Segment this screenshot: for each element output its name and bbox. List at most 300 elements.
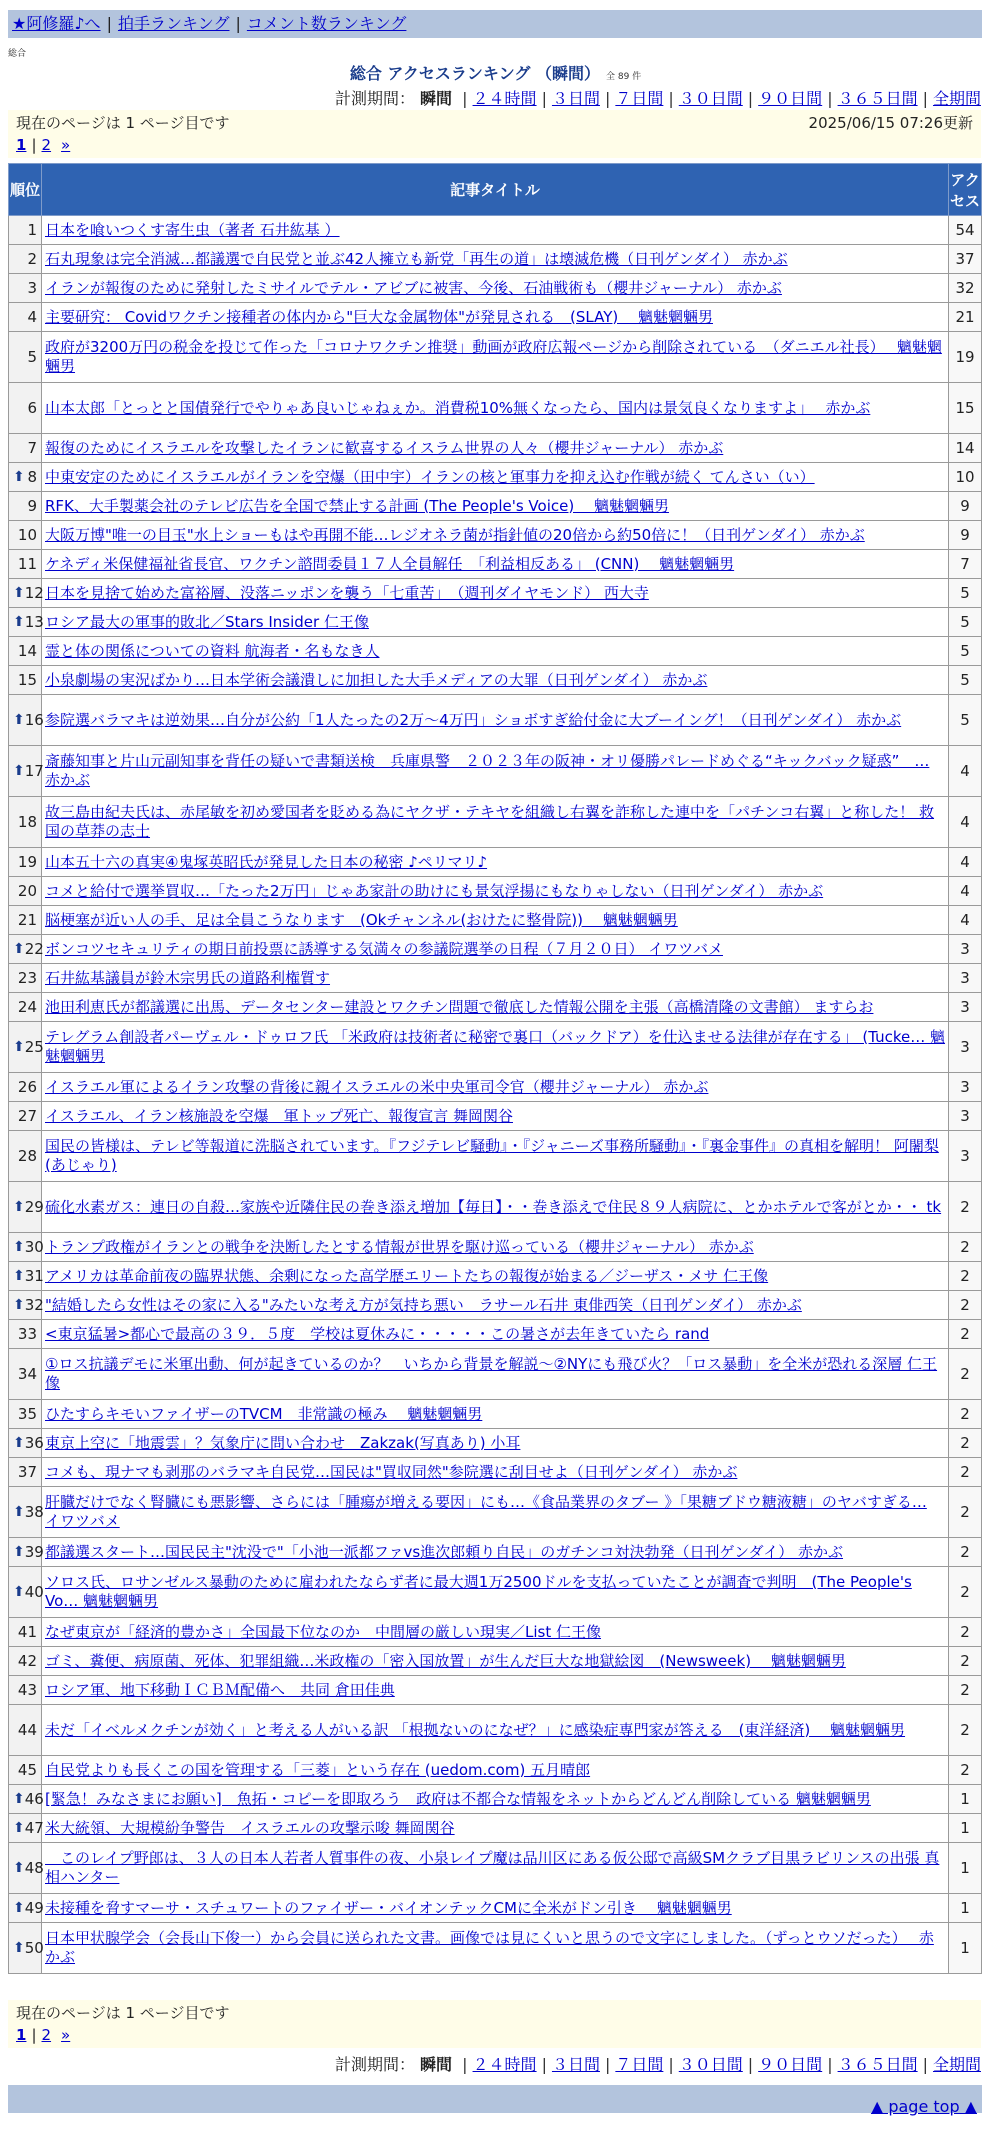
title-cell — [42, 1131, 949, 1182]
table-row — [9, 1567, 982, 1618]
nav-separator: | — [235, 14, 241, 33]
access-count: 2 — [949, 1233, 982, 1262]
article-title-link[interactable]: 石井紘基議員が鈴木宗男氏の道路利権質す — [45, 968, 331, 987]
rank-cell — [9, 1487, 42, 1538]
table-row — [9, 216, 982, 245]
title-cell — [42, 1182, 949, 1233]
title-cell — [42, 906, 949, 935]
rank-number: 37 — [17, 1462, 37, 1481]
access-count: 3 — [949, 993, 982, 1022]
page-1-link[interactable]: 1 — [16, 136, 27, 154]
title-cell — [42, 695, 949, 746]
period-separator: | — [827, 2055, 833, 2074]
table-row — [9, 1618, 982, 1647]
rank-up-arrow-icon: ⬆ — [13, 1859, 25, 1876]
period-link[interactable]: ９０日間 — [758, 2055, 823, 2074]
table-row — [9, 1073, 982, 1102]
title-cell — [42, 666, 949, 695]
rank-cell — [9, 434, 42, 463]
rank-number: 34 — [17, 1364, 37, 1383]
rank-number: 18 — [17, 812, 37, 831]
rank-number: 31 — [24, 1266, 44, 1285]
rank-cell — [9, 492, 42, 521]
page-title — [0, 61, 991, 84]
rank-number: 15 — [17, 670, 37, 689]
title-cell — [42, 303, 949, 332]
article-title-link[interactable]: ボンコツセキュリティの期日前投票に誘導する気満々の参議院選挙の日程（７月２０日） イワツバメ — [45, 939, 723, 958]
title-cell — [42, 550, 949, 579]
table-row — [9, 637, 982, 666]
rank-up-arrow-icon: ⬆ — [13, 1267, 25, 1284]
rank-up-arrow-icon: ⬆ — [13, 1296, 25, 1313]
period-separator: | — [462, 89, 468, 108]
rank-number: 32 — [24, 1295, 44, 1314]
access-count: 2 — [949, 1429, 982, 1458]
access-count: 9 — [949, 521, 982, 550]
article-title-link[interactable]: [緊急！みなさまにお願い] 魚拓・コピーを即取ろう 政府は不都合な情報をネットからどんどん削除している 魑魅魍魎男 — [45, 1789, 871, 1808]
rank-number: 17 — [24, 761, 44, 780]
rank-number: 28 — [17, 1146, 37, 1165]
article-title-link[interactable]: 硫化水素ガス：連日の自殺…家族や近隣住民の巻き添え増加【毎日】・・巻き添えで住民８９人病院に、とかホテルで客がとか・・ tk — [45, 1197, 942, 1216]
page-top-link[interactable]: ▲ page top ▲ — [870, 2097, 977, 2116]
title-cell — [42, 1291, 949, 1320]
rank-cell — [9, 1349, 42, 1400]
title-header: 記事タイトル — [42, 164, 949, 216]
title-cell — [42, 1676, 949, 1705]
rank-cell — [9, 303, 42, 332]
rank-cell — [9, 1676, 42, 1705]
access-count: 4 — [949, 877, 982, 906]
article-title-link[interactable]: なぜ東京が「経済的豊かさ」全国最下位なのか 中間層の厳しい現実／List 仁王像 — [45, 1622, 601, 1641]
access-count: 2 — [949, 1400, 982, 1429]
rank-cell — [9, 993, 42, 1022]
table-row — [9, 1102, 982, 1131]
title-cell — [42, 1567, 949, 1618]
article-title-link[interactable]: イスラエル、イラン核施設を空爆 軍トップ死亡、報復宣言 舞岡関谷 — [45, 1106, 513, 1125]
access-count: 3 — [949, 1022, 982, 1073]
rank-number: 50 — [24, 1938, 44, 1957]
rank-cell — [9, 797, 42, 848]
rank-cell — [9, 1647, 42, 1676]
table-row — [9, 1349, 982, 1400]
article-title-link[interactable]: イランが報復のために発射したミサイルでテル・アビブに被害、今後、石油戦術も（櫻井ジャーナル） 赤かぶ — [45, 278, 782, 297]
table-row — [9, 1785, 982, 1814]
title-cell — [42, 993, 949, 1022]
title-cell — [42, 1538, 949, 1567]
article-title-link[interactable]: 中東安定のためにイスラエルがイランを空爆（田中宇）イランの核と軍事力を抑え込む作戦が続く てんさい（い） — [45, 467, 815, 486]
rank-cell — [9, 695, 42, 746]
rank-cell — [9, 245, 42, 274]
table-row — [9, 1291, 982, 1320]
access-count: 2 — [949, 1349, 982, 1400]
nav-separator: | — [106, 14, 112, 33]
period-link[interactable]: 全期間 — [932, 89, 981, 108]
table-row — [9, 383, 982, 434]
article-title-link[interactable]: ひたすらキモいファイザーのTVCM 非常識の極み 魑魅魍魎男 — [45, 1404, 483, 1423]
rank-cell — [9, 216, 42, 245]
rank-cell — [9, 1291, 42, 1320]
rank-number: 33 — [17, 1324, 37, 1343]
access-count: 32 — [949, 274, 982, 303]
title-cell — [42, 1262, 949, 1291]
title-cell — [42, 1923, 949, 1974]
top-nav-bar — [8, 10, 982, 38]
title-cell — [42, 1647, 949, 1676]
article-title-link[interactable]: 都議選スタート…国民民主"沈没で"「小池一派都ファvs進次郎頼り自民」のガチンコ対決勃発（日刊ゲンダイ） 赤かぶ — [45, 1542, 844, 1561]
period-link[interactable]: 全期間 — [932, 2055, 981, 2074]
period-link[interactable]: ７日間 — [615, 2055, 664, 2074]
article-title-link[interactable]: 主要研究： Covidワクチン接種者の体内から"巨大な金属物体"が発見される (SLAY) 魑魅魍魎男 — [45, 307, 713, 326]
rank-number: 14 — [17, 641, 37, 660]
access-count: 4 — [949, 746, 982, 797]
rank-cell — [9, 1785, 42, 1814]
rank-number: 23 — [17, 968, 37, 987]
access-count: 10 — [949, 463, 982, 492]
article-title-link[interactable]: このレイプ野郎は、３人の日本人若者人質事件の夜、小泉レイプ魔は品川区にある仮公邸で高級SMクラブ目黒ラビリンスの出張 真相ハンター — [45, 1849, 940, 1886]
table-row — [9, 1022, 982, 1073]
rank-number: 40 — [24, 1582, 44, 1601]
rank-number: 19 — [17, 852, 37, 871]
pagination: 1 | 2 » — [16, 2026, 71, 2044]
article-title-link[interactable]: 参院選バラマキは逆効果…自分が公約「1人たったの2万～4万円」ショボすぎ給付金に大ブーイング！（日刊ゲンダイ） 赤かぶ — [45, 710, 902, 729]
table-row — [9, 877, 982, 906]
table-row — [9, 434, 982, 463]
access-count: 3 — [949, 935, 982, 964]
title-cell — [42, 746, 949, 797]
rank-up-arrow-icon: ⬆ — [13, 1899, 25, 1916]
title-cell — [42, 492, 949, 521]
title-cell — [42, 579, 949, 608]
access-count: 5 — [949, 695, 982, 746]
period-link[interactable]: ９０日間 — [758, 89, 823, 108]
rank-cell — [9, 1458, 42, 1487]
table-row — [9, 579, 982, 608]
rank-number: 12 — [24, 583, 44, 602]
rank-number: 8 — [27, 467, 37, 486]
article-title-link[interactable]: 東京上空に「地震雲」？気象庁に問い合わせ Zakzak(写真あり) 小耳 — [45, 1433, 521, 1452]
rank-number: 24 — [17, 997, 37, 1016]
access-count: 2 — [949, 1291, 982, 1320]
table-row — [9, 1923, 982, 1974]
title-cell — [42, 1400, 949, 1429]
rank-number: 9 — [27, 496, 37, 515]
article-title-link[interactable]: 日本を見捨て始めた富裕層、没落ニッポンを襲う「七重苦」 （週刊ダイヤモンド） 西大寺 — [45, 583, 649, 602]
title-cell — [42, 608, 949, 637]
period-separator: | — [747, 2055, 754, 2074]
title-cell — [42, 1458, 949, 1487]
article-title-link[interactable]: 自民党よりも長くこの国を管理する「三菱」という存在 (uedom.com) 五月晴郎 — [45, 1760, 591, 1779]
title-cell — [42, 1233, 949, 1262]
ranking-body — [9, 216, 982, 1974]
rank-number: 20 — [17, 881, 37, 900]
table-row — [9, 1647, 982, 1676]
period-current: 瞬間 — [420, 2055, 453, 2074]
title-cell — [42, 1073, 949, 1102]
period-selector-top — [335, 86, 981, 109]
access-count: 2 — [949, 1567, 982, 1618]
access-count: 5 — [949, 666, 982, 695]
rank-number: 29 — [24, 1197, 44, 1216]
rank-number: 48 — [24, 1858, 44, 1877]
access-count: 37 — [949, 245, 982, 274]
article-title-link[interactable]: ケネディ米保健福祉省長官、ワクチン諮問委員１７人全員解任 「利益相反ある」 (CNN) 魑魅魍魎男 — [45, 554, 735, 573]
item-count: 全 89 件 — [606, 72, 642, 82]
access-count: 2 — [949, 1756, 982, 1785]
rank-up-arrow-icon: ⬆ — [13, 468, 25, 485]
comment-ranking-link[interactable]: コメント数ランキング — [246, 14, 407, 33]
access-count: 3 — [949, 1102, 982, 1131]
rank-cell — [9, 1705, 42, 1756]
rank-cell — [9, 332, 42, 383]
article-title-link[interactable]: ゴミ、糞便、病原菌、死体、犯罪組織…米政権の「密入国放置」が生んだ巨大な地獄絵図 (Newsweek) 魑魅魍魎男 — [45, 1651, 846, 1670]
rank-up-arrow-icon: ⬆ — [13, 613, 25, 630]
article-title-link[interactable]: 政府が3200万円の税金を投じて作った「コロナワクチン推奨」動画が政府広報ページから削除されている （ダニエル社長） 魑魅魍魎男 — [45, 338, 942, 375]
table-row — [9, 964, 982, 993]
rank-cell — [9, 1131, 42, 1182]
access-count: 15 — [949, 383, 982, 434]
rank-number: 21 — [17, 910, 37, 929]
article-title-link[interactable]: <東京猛暑>都心で最高の３９．５度 学校は夏休みに・・・・・この暑さが去年きていたら rand — [45, 1324, 710, 1343]
title-cell — [42, 964, 949, 993]
article-title-link[interactable]: 故三島由紀夫氏は、赤尾敏を初め愛国者を貶める為にヤクザ・テキヤを組織し右翼を詐称した連中を「パチンコ右翼」と称した！ 救国の草莽の志士 — [45, 803, 935, 840]
access-count: 1 — [949, 1843, 982, 1894]
rank-number: 13 — [24, 612, 44, 631]
period-separator: | — [541, 2055, 547, 2074]
rank-cell — [9, 1073, 42, 1102]
rank-up-arrow-icon: ⬆ — [13, 1503, 25, 1520]
article-title-link[interactable]: 石丸現象は完全消滅…都議選で自民党と並ぶ42人擁立も新党「再生の道」は壊滅危機（日刊ゲンダイ） 赤かぶ — [45, 249, 788, 268]
page-info-top — [8, 110, 981, 158]
rank-cell — [9, 1567, 42, 1618]
home-link[interactable]: ★阿修羅♪へ — [12, 14, 101, 33]
access-header: アクセス — [949, 164, 982, 216]
table-row — [9, 1400, 982, 1429]
title-cell — [42, 1785, 949, 1814]
title-cell — [42, 463, 949, 492]
access-count: 4 — [949, 848, 982, 877]
table-row — [9, 1429, 982, 1458]
title-cell — [42, 935, 949, 964]
article-title-link[interactable]: イスラエル軍によるイラン攻撃の背後に親イスラエルの米中央軍司令官（櫻井ジャーナル） 赤かぶ — [45, 1077, 709, 1096]
table-row — [9, 274, 982, 303]
rank-number: 5 — [27, 347, 37, 366]
next-page-link[interactable]: » — [61, 136, 71, 154]
table-row — [9, 695, 982, 746]
table-row — [9, 1233, 982, 1262]
rank-cell — [9, 1320, 42, 1349]
rank-number: 47 — [24, 1818, 44, 1837]
rank-cell — [9, 1429, 42, 1458]
article-title-link[interactable]: ソロス氏、ロサンゼルス暴動のために雇われたならず者に最大週1万2500ドルを支払っていたことが調査で判明 (The People's Vo… 魑魅魍魎男 — [45, 1573, 912, 1610]
article-title-link[interactable]: ①ロス抗議デモに米軍出動、何が起きているのか？ いちから背景を解説～②NYにも飛び火？「ロス暴動」を全米が恐れる深層 仁王像 — [45, 1355, 938, 1392]
article-title-link[interactable]: 報復のためにイスラエルを攻撃したイランに歓喜するイスラム世界の人々（櫻井ジャーナル） 赤かぶ — [45, 438, 724, 457]
rank-number: 6 — [27, 398, 37, 417]
article-title-link[interactable]: 肝臓だけでなく腎臓にも悪影響、さらには「腫瘍が増える要因」にも…《食品業界のタブー 》「果糖ブドウ糖液糖」のヤバすぎる… イワツバメ — [45, 1493, 927, 1530]
access-count: 4 — [949, 906, 982, 935]
access-count: 2 — [949, 1320, 982, 1349]
title-cell — [42, 332, 949, 383]
title-cell — [42, 1814, 949, 1843]
rank-up-arrow-icon: ⬆ — [13, 1038, 25, 1055]
article-title-link[interactable]: アメリカは革命前夜の臨界状態、余剰になった高学歴エリートたちの報復が始まる／ジーザス・メサ 仁王像 — [45, 1266, 769, 1285]
period-link[interactable]: ３日間 — [551, 2055, 600, 2074]
table-row — [9, 492, 982, 521]
article-title-link[interactable]: トランプ政権がイランとの戦争を決断したとする情報が世界を駆け巡っている（櫻井ジャーナル） 赤かぶ — [45, 1237, 754, 1256]
article-title-link[interactable]: 大阪万博"唯一の目玉"水上ショーもはや再開不能…レジオネラ菌が指針値の20倍から約50倍に！（日刊ゲンダイ） 赤かぶ — [45, 525, 865, 544]
rank-number: 16 — [24, 710, 44, 729]
period-separator: | — [827, 89, 833, 108]
access-count: 3 — [949, 1073, 982, 1102]
title-cell — [42, 1349, 949, 1400]
rank-cell — [9, 1262, 42, 1291]
period-separator: | — [668, 2055, 674, 2074]
period-separator: | — [747, 89, 754, 108]
period-link[interactable]: ３６５日間 — [837, 2055, 918, 2074]
article-title-link[interactable]: 脳梗塞が近い人の手、足は全員こうなります (Okチャンネル(おけたに整骨院)) 魑魅魍魎男 — [45, 910, 678, 929]
access-count: 14 — [949, 434, 982, 463]
rank-up-arrow-icon: ⬆ — [13, 1198, 25, 1215]
rank-cell — [9, 964, 42, 993]
rank-cell — [9, 550, 42, 579]
article-title-link[interactable]: 斎藤知事と片山元副知事を背任の疑いで書類送検 兵庫県警 ２０２３年の阪神・オリ優勝パレードめぐる“キックバック疑惑” … 赤かぶ — [45, 752, 930, 789]
access-count: 5 — [949, 637, 982, 666]
page-1-link[interactable]: 1 — [16, 2026, 27, 2044]
article-title-link[interactable]: ロシア軍、地下移動ＩＣＢＭ配備へ 共同 倉田佳典 — [45, 1680, 395, 1699]
access-count: 2 — [949, 1458, 982, 1487]
article-title-link[interactable]: 小泉劇場の実況ばかり…日本学術会議潰しに加担した大手メディアの大罪（日刊ゲンダイ） 赤かぶ — [45, 670, 708, 689]
period-link[interactable]: ２４時間 — [472, 89, 537, 108]
period-separator: | — [668, 89, 674, 108]
period-link[interactable]: ３日間 — [551, 89, 600, 108]
rank-up-arrow-icon: ⬆ — [13, 1939, 25, 1956]
period-link[interactable]: ３０日間 — [678, 2055, 743, 2074]
article-title-link[interactable]: 山本五十六の真実④鬼塚英昭氏が発見した日本の秘密 ♪ペリマリ♪ — [45, 852, 488, 871]
table-row — [9, 1756, 982, 1785]
page-2-link[interactable]: 2 — [41, 136, 52, 154]
table-row — [9, 848, 982, 877]
title-cell — [42, 383, 949, 434]
rank-up-arrow-icon: ⬆ — [13, 940, 25, 957]
rank-up-arrow-icon: ⬆ — [13, 1583, 25, 1600]
access-count: 19 — [949, 332, 982, 383]
table-row — [9, 303, 982, 332]
current-page-text: 現在のページは 1 ページ目です — [16, 2004, 230, 2022]
title-cell — [42, 245, 949, 274]
rank-number: 46 — [24, 1789, 44, 1808]
article-title-link[interactable]: 霊と体の関係についての資料 航海者・名もなき人 — [45, 641, 380, 660]
rank-number: 3 — [27, 278, 37, 297]
period-separator: | — [462, 2055, 468, 2074]
article-title-link[interactable]: コメも、現ナマも剥那のバラマキ自民党…国民は"買収同然"参院選に刮目せよ（日刊ゲンダイ） 赤かぶ — [45, 1462, 738, 1481]
access-count: 3 — [949, 1131, 982, 1182]
table-row — [9, 1538, 982, 1567]
period-current: 瞬間 — [420, 89, 453, 108]
rank-number: 25 — [24, 1037, 44, 1056]
rank-number: 49 — [24, 1898, 44, 1917]
rank-cell — [9, 1814, 42, 1843]
access-count: 1 — [949, 1785, 982, 1814]
title-cell — [42, 434, 949, 463]
current-page-text: 現在のページは 1 ページ目です — [16, 114, 230, 132]
period-link[interactable]: ３０日間 — [678, 89, 743, 108]
title-cell — [42, 521, 949, 550]
rank-cell — [9, 1618, 42, 1647]
article-title-link[interactable]: 国民の皆様は、テレビ等報道に洗脳されています。『フジテレビ騒動』・『ジャニーズ事務所騒動』・『裏金事件』の真相を解明！ 阿闍梨(あじゃり) — [45, 1137, 939, 1174]
rank-number: 7 — [27, 438, 37, 457]
period-link[interactable]: ７日間 — [615, 89, 664, 108]
article-title-link[interactable]: 未接種を脅すマーサ・スチュワートのファイザー・バイオンテックCMに全米がドン引き 魑魅魍魎男 — [45, 1898, 732, 1917]
page-2-link[interactable]: 2 — [41, 2026, 52, 2044]
access-count: 2 — [949, 1676, 982, 1705]
table-row — [9, 245, 982, 274]
access-count: 2 — [949, 1182, 982, 1233]
access-count: 2 — [949, 1262, 982, 1291]
rank-number: 42 — [17, 1651, 37, 1670]
article-title-link[interactable]: 日本甲状腺学会（会長山下俊一）から会員に送られた文書。画像では見にくいと思うので文字にしました。（ずっとウソだった） 赤かぶ — [45, 1929, 934, 1966]
period-link[interactable]: ３６５日間 — [837, 89, 918, 108]
period-separator: | — [922, 89, 928, 108]
rank-number: 2 — [27, 249, 37, 268]
article-title-link[interactable]: テレグラム創設者パーヴェル・ドゥロフ氏 「米政府は技術者に秘密で裏口（バックドア）を仕込ませる法律が存在する」 (Tucke… 魑魅魍魎男 — [45, 1028, 946, 1065]
ranking-table — [8, 163, 982, 1974]
article-title-link[interactable]: RFK、大手製薬会社のテレビ広告を全国で禁止する計画 (The People's Voice) 魑魅魍魎男 — [45, 496, 669, 515]
rank-number: 39 — [24, 1542, 44, 1561]
access-count: 5 — [949, 608, 982, 637]
title-cell — [42, 1618, 949, 1647]
next-page-link[interactable]: » — [61, 2026, 71, 2044]
table-row — [9, 332, 982, 383]
rank-cell — [9, 274, 42, 303]
article-title-link[interactable]: 未だ「イベルメクチンが効く」と考える人がいる訳 「根拠ないのになぜ？」に感染症専門家が答える (東洋経済) 魑魅魍魎男 — [45, 1720, 906, 1739]
access-count: 2 — [949, 1647, 982, 1676]
article-title-link[interactable]: 池田利恵氏が都議選に出馬、データセンター建設とワクチン問題で徹底した情報公開を主張（高橋清隆の文書館） ますらお — [45, 997, 874, 1016]
article-title-link[interactable]: コメと給付で選挙買収…「たった2万円」じゃあ家計の助けにも景気浮揚にもなりゃしない（日刊ゲンダイ） 赤かぶ — [45, 881, 824, 900]
title-cell — [42, 637, 949, 666]
rank-cell — [9, 877, 42, 906]
article-title-link[interactable]: "結婚したら女性はその家に入る"みたいな考え方が気持ち悪い ラサール石井 東俳西笑（日刊ゲンダイ） 赤かぶ — [45, 1295, 802, 1314]
title-cell — [42, 1487, 949, 1538]
access-count: 1 — [949, 1814, 982, 1843]
rank-cell — [9, 666, 42, 695]
rank-number: 11 — [17, 554, 37, 573]
title-cell — [42, 1102, 949, 1131]
article-title-link[interactable]: ロシア最大の軍事的敗北／Stars Insider 仁王像 — [45, 612, 369, 631]
article-title-link[interactable]: 米大統領、大規模紛争警告 イスラエルの攻撃示唆 舞岡関谷 — [45, 1818, 455, 1837]
rank-up-arrow-icon: ⬆ — [13, 711, 25, 728]
access-count: 1 — [949, 1923, 982, 1974]
rank-number: 36 — [24, 1433, 44, 1452]
title-cell — [42, 1705, 949, 1756]
table-row — [9, 608, 982, 637]
article-title-link[interactable]: 日本を喰いつくす寄生虫（著者 石井紘基 ） — [45, 220, 340, 239]
rank-number: 30 — [24, 1237, 44, 1256]
rank-number: 41 — [17, 1622, 37, 1641]
article-title-link[interactable]: 山本太郎「とっとと国債発行でやりゃあ良いじゃねぇか。消費税10%無くなったら、国内は景気良くなりますよ」 赤かぶ — [45, 398, 871, 417]
table-row — [9, 1705, 982, 1756]
rank-cell — [9, 848, 42, 877]
rank-header: 順位 — [9, 164, 42, 216]
category-label: 総合 — [8, 49, 27, 59]
clap-ranking-link[interactable]: 拍手ランキング — [117, 14, 230, 33]
rank-cell — [9, 935, 42, 964]
access-count: 4 — [949, 797, 982, 848]
rank-cell — [9, 1182, 42, 1233]
update-time: 2025/06/15 07:26更新 — [808, 114, 973, 132]
table-row — [9, 993, 982, 1022]
period-link[interactable]: ２４時間 — [472, 2055, 537, 2074]
rank-number: 22 — [24, 939, 44, 958]
ranking-title: 総合 アクセスランキング （瞬間） — [349, 64, 600, 83]
